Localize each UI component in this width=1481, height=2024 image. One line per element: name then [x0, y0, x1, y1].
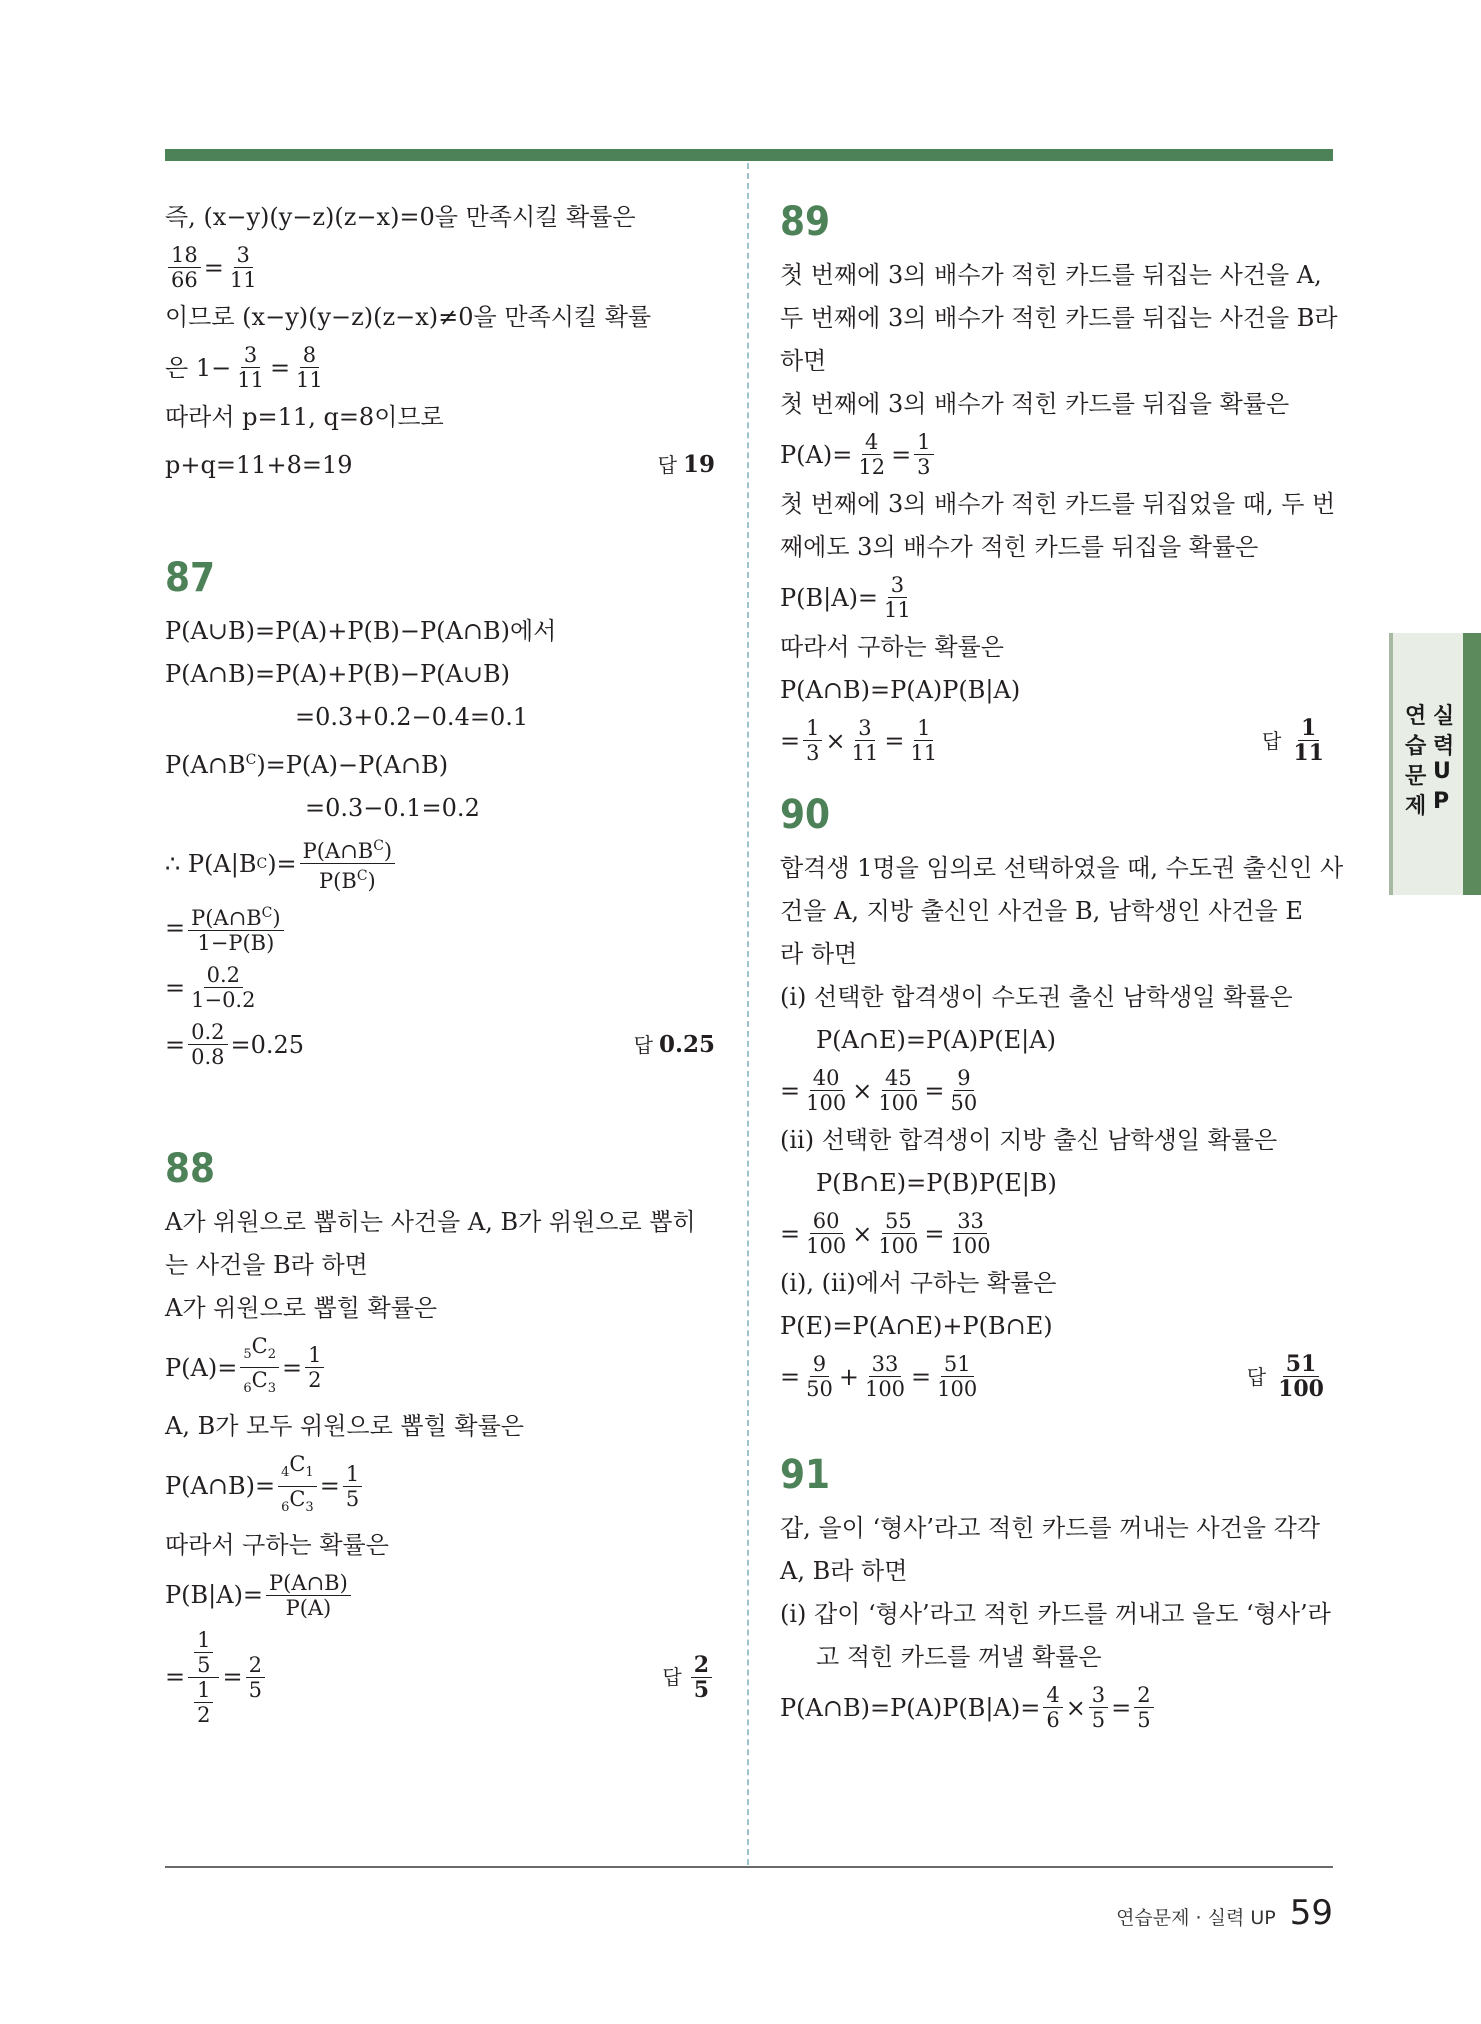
fraction: $\frac{P(A\cap B^C)}{1-P(B)}$: [188, 901, 283, 955]
text-line: 이므로 (x−y)(y−z)(z−x)≠0을 만족시킬 확률: [165, 303, 652, 331]
fraction-line: P(A∩B)=P(A)P(B|A)= $\frac{4}{6}$ × $\frac{3}{5}$ = $\frac{2}{5}$: [780, 1679, 1330, 1736]
fraction: $\frac{3}{11}$: [229, 243, 257, 292]
solution-86-continued: [165, 196, 715, 490]
fraction: $\frac{9}{50}$: [950, 1066, 978, 1115]
text-line: 고 적힌 카드를 꺼낼 확률은: [816, 1643, 1102, 1671]
fraction-line: P(B|A)= $\frac{3}{11}$: [780, 569, 1330, 626]
text-line: 라 하면: [780, 940, 858, 968]
text-line: 즉, (x−y)(y−z)(z−x)=0을 만족시킬 확률은: [165, 203, 636, 231]
fraction: $\frac{1}{5}$: [343, 1462, 362, 1511]
text-line: =0.3+0.2−0.4=0.1: [295, 703, 529, 731]
problem-number: 90: [780, 792, 831, 838]
text-line: (ⅰ) 선택한 합격생이 수도권 출신 남학생일 확률은: [780, 983, 1293, 1011]
text-line: 는 사건을 B라 하면: [165, 1251, 368, 1279]
fraction: $\frac{1}{2}$: [305, 1343, 324, 1392]
solution-89: [780, 196, 1338, 769]
fraction: $\frac{3}{11}$: [884, 573, 911, 622]
left-column: [165, 196, 715, 1731]
fraction: $\frac{P(A\cap B^C)}{P(B^C)}$: [300, 834, 395, 893]
problem-number: 89: [780, 199, 831, 245]
fraction: $\frac{0.2}{1-0.2}$: [191, 963, 256, 1012]
text-line: 하면: [780, 347, 827, 375]
answer-line: = $\frac{0.2}{0.8}$ =0.25 답 0.25: [165, 1020, 715, 1069]
text-line: 건을 A, 지방 출신인 사건을 B, 남학생인 사건을 E: [780, 897, 1303, 925]
text-line: 두 번째에 3의 배수가 적힌 카드를 뒤집는 사건을 B라: [780, 304, 1338, 332]
fraction-line: P(B|A)= $\frac{P(A\cap B)}{P(A)}$: [165, 1567, 715, 1624]
text-line: 첫 번째에 3의 배수가 적힌 카드를 뒤집었을 때, 두 번: [780, 490, 1336, 518]
fraction-line: 은 1− $\frac{3}{11}$ = $\frac{8}{11}$: [165, 339, 715, 396]
text-line: 합격생 1명을 임의로 선택하였을 때, 수도권 출신인 사: [780, 854, 1344, 882]
solution-88: [165, 1143, 715, 1731]
solution-91: [780, 1449, 1330, 1736]
fraction-line: P(A)= $\frac{4}{12}$ = $\frac{1}{3}$: [780, 426, 1330, 483]
fraction: $\frac{60}{100}$: [806, 1209, 847, 1258]
text-line: 따라서 구하는 확률은: [780, 633, 1004, 661]
answer-line: p+q=11+8=19 답 19: [165, 450, 715, 479]
answer-line: = $\frac{1}{3}$ × $\frac{3}{11}$ = $\frac{1}{11}$ 답 $\frac{1}{11}$: [780, 712, 1330, 769]
fraction: $\frac{33}{100}$: [950, 1209, 991, 1258]
fraction-line: = $\frac{40}{100}$ × $\frac{45}{100}$ = $\frac{9}{50}$: [780, 1062, 1330, 1119]
solution-87: [165, 552, 715, 1073]
fraction: $\frac{40}{100}$: [806, 1066, 847, 1115]
answer: 답 $\frac{51}{100}$: [1246, 1351, 1324, 1402]
text-line: 첫 번째에 3의 배수가 적힌 카드를 뒤집는 사건을 A,: [780, 261, 1322, 289]
fraction: $\frac{1}{11}$: [910, 716, 938, 765]
column-divider: [747, 163, 749, 1865]
text-line: A, B가 모두 위원으로 뽑힐 확률은: [165, 1412, 524, 1441]
fraction-line: P(A)= $\frac{_5C_2}{_6C_3}$ = $\frac{1}{2}$: [165, 1330, 715, 1405]
fraction: $\frac{1}{3}$: [914, 430, 933, 479]
fraction: $\frac{18}{66}$: [168, 243, 201, 292]
problem-number: 87: [165, 555, 216, 601]
fraction: $\frac{0.2}{0.8}$: [188, 1020, 227, 1069]
fraction: $\frac{3}{11}$: [851, 716, 879, 765]
answer: 답 $\frac{1}{11}$: [1262, 715, 1324, 766]
text-line: (ⅰ), (ⅱ)에서 구하는 확률은: [780, 1269, 1057, 1297]
section-side-tab: [1389, 633, 1481, 895]
footer-label: 연습문제 · 실력 UP: [1116, 1907, 1276, 1929]
fraction-line: ∴ P(A|B C )= $\frac{P(A\cap B^C)}{P(B^C)}$: [165, 830, 715, 897]
fraction: $\frac{2}{5}$: [246, 1653, 265, 1702]
solution-90: [780, 789, 1344, 1405]
combination-fraction: $\frac{_4C_1}{_6C_3}$: [278, 1452, 317, 1519]
right-column: [780, 196, 1344, 1736]
fraction: $\frac{33}{100}$: [864, 1352, 906, 1401]
text-line: P(A∪B)=P(A)+P(B)−P(A∩B)에서: [165, 617, 557, 645]
fraction: $\frac{4}{12}$: [858, 430, 886, 479]
answer: 답 19: [657, 450, 715, 478]
fraction: $\frac{4}{6}$: [1043, 1683, 1062, 1732]
fraction: $\frac{2}{5}$: [1134, 1683, 1153, 1732]
text-line: 따라서 p=11, q=8이므로: [165, 403, 444, 431]
bottom-rule: [165, 1866, 1333, 1868]
answer-line: = $\frac{\frac{1}{5}}{\frac{1}{2}}$ = $\frac{2}{5}$ 답 $\frac{2}{5}$: [165, 1624, 715, 1731]
text-line: P(B∩E)=P(B)P(E|B): [816, 1169, 1057, 1197]
fraction: $\frac{51}{100}$: [937, 1352, 978, 1401]
top-green-bar: [165, 149, 1333, 161]
fraction-line: = $\frac{P(A\cap B^C)}{1-P(B)}$: [165, 897, 715, 959]
fraction: $\frac{8}{11}$: [296, 343, 323, 392]
side-tab-label: 연 실 습 력 문 U 제 P: [1405, 704, 1455, 819]
fraction-line: $\frac{18}{66}$ = $\frac{3}{11}$: [165, 239, 715, 296]
text-line: A가 위원으로 뽑히는 사건을 A, B가 위원으로 뽑히: [165, 1208, 696, 1236]
fraction: $\frac{1}{3}$: [803, 716, 822, 765]
text-line: P(A∩B)=P(A)+P(B)−P(A∪B): [165, 660, 510, 688]
answer-line: = $\frac{9}{50}$ + $\frac{33}{100}$ = $\frac{51}{100}$ 답 $\frac{51}{100}$: [780, 1348, 1330, 1405]
text-line: A, B라 하면: [780, 1557, 908, 1585]
fraction-line: P(A∩B)= $\frac{_4C_1}{_6C_3}$ = $\frac{1}{5}$: [165, 1448, 715, 1523]
side-tab-stripe: [1463, 633, 1481, 895]
complex-fraction: $\frac{\frac{1}{5}}{\frac{1}{2}}$: [188, 1628, 219, 1727]
text-line: P(A∩B)=P(A)P(B|A): [780, 676, 1021, 704]
text-line: =0.3−0.1=0.2: [305, 794, 480, 822]
fraction: $\frac{9}{50}$: [806, 1352, 833, 1401]
text-line: P(E)=P(A∩E)+P(B∩E): [780, 1312, 1053, 1340]
fraction: $\frac{P(A\cap B)}{P(A)}$: [266, 1571, 351, 1620]
text-line: 째에도 3의 배수가 적힌 카드를 뒤집을 확률은: [780, 533, 1259, 561]
fraction-line: = $\frac{0.2}{1-0.2}$: [165, 959, 715, 1016]
text-line: 첫 번째에 3의 배수가 적힌 카드를 뒤집을 확률은: [780, 390, 1290, 418]
text-line: 갑, 을이 ‘형사’라고 적힌 카드를 꺼내는 사건을 각각: [780, 1514, 1320, 1542]
text-line: $P(A\cap B^C)=P(A)-P(A\cap B)$: [165, 751, 449, 779]
answer: 답 0.25: [633, 1030, 715, 1058]
text-line: (ⅰ) 갑이 ‘형사’라고 적힌 카드를 꺼내고 을도 ‘형사’라: [780, 1600, 1331, 1628]
problem-number: 88: [165, 1146, 216, 1192]
text-line: A가 위원으로 뽑힐 확률은: [165, 1294, 438, 1322]
problem-number: 91: [780, 1452, 831, 1498]
fraction: $\frac{55}{100}$: [878, 1209, 919, 1258]
fraction: $\frac{45}{100}$: [878, 1066, 919, 1115]
fraction: $\frac{3}{5}$: [1089, 1683, 1108, 1732]
answer: 답 $\frac{2}{5}$: [662, 1653, 715, 1702]
fraction: $\frac{3}{11}$: [237, 343, 264, 392]
fraction-line: = $\frac{60}{100}$ × $\frac{55}{100}$ = $\frac{33}{100}$: [780, 1205, 1330, 1262]
page-number: 59: [1289, 1893, 1333, 1933]
text-line: 따라서 구하는 확률은: [165, 1530, 389, 1559]
text-line: (ⅱ) 선택한 합격생이 지방 출신 남학생일 확률은: [780, 1126, 1278, 1154]
combination-fraction: $\frac{_5C_2}{_6C_3}$: [240, 1334, 279, 1401]
page-footer: [1116, 1893, 1333, 1933]
text-line: P(A∩E)=P(A)P(E|A): [816, 1026, 1056, 1054]
